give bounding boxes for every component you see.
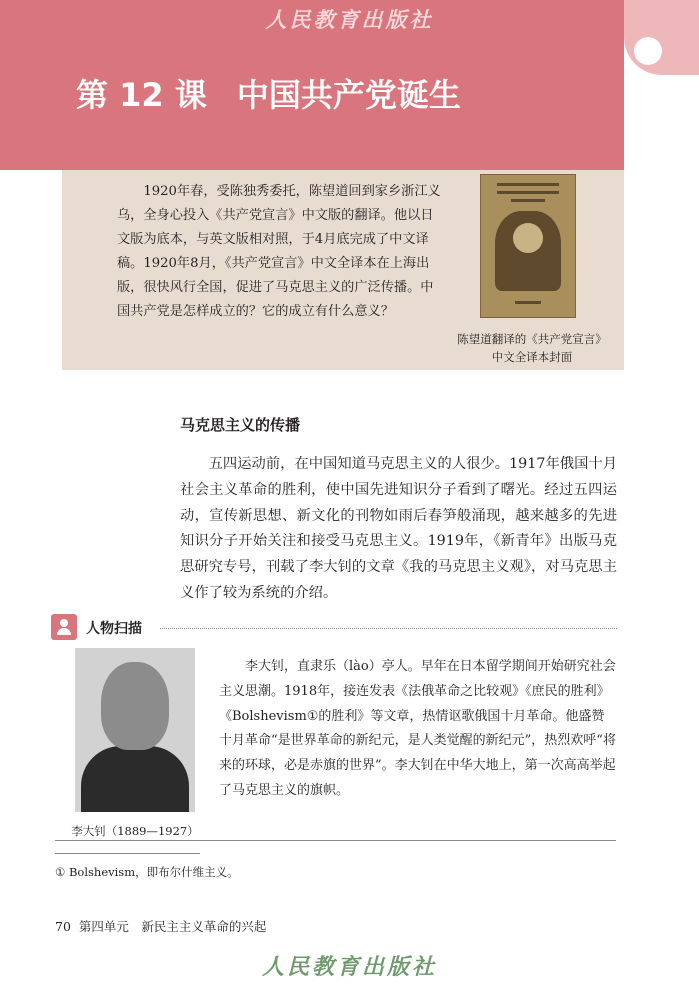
cover-title-line [511,199,545,202]
profile-label: 人物扫描 [86,621,142,637]
section-body: 五四运动前，在中国知道马克思主义的人很少。1917年俄国十月社会主义革命的胜利，使中国先进知识分子看到了曙光。经过五四运动，宣传新思想、新文化的刊物如雨后春笋般涌现，越来越多的先进知识分子开始关注和接受马克思主义。1919年，《新青年》出版马克思研究专号，刊载了李大钊的文章《我的马克思主义观》，对马克思主义作了较为系统的介绍。 [180,456,617,601]
cover-title-line [515,301,541,304]
cover-title-line [497,183,559,186]
publisher-logo-top: 人民教育出版社 [265,7,434,32]
person-icon [51,614,77,640]
lesson-number: 第 12 课 [76,76,207,114]
divider [55,840,616,841]
intro-text: 1920年春，受陈独秀委托，陈望道回到家乡浙江义乌，全身心投入《共产党宣言》中文版的翻译。他以日文版为底本，与英文版相对照，于4月底完成了中文译稿。1920年8月，《共产党宣言》中文全译本在上海出版，很快风行全国，促进了马克思主义的广泛传播。中国共产党是怎样成立的？它的成立有什么意义？ [117,184,441,319]
page-footer [55,917,266,935]
image-caption [448,330,616,366]
profile-text: 李大钊，直隶乐（lào）亭人。早年在日本留学期间开始研究社会主义思潮。1918年，接连发表《法俄革命之比较观》《庶民的胜利》《Bolshevism①的胜利》等文章，热情讴歌俄国十月革命。他盛赞十月革命“是世界革命的新纪元，是人类觉醒的新纪元”，热烈欢呼“将来的环球，必是赤旗的世界”。李大钊在中华大地上，第一次高高举起了马克思主义的旗帜。 [219,659,616,798]
image-caption-line: 陈望道翻译的《共产党宣言》 [457,332,607,346]
publisher-logo-bottom: 人民教育出版社 [261,954,437,980]
page-number: 70 [55,919,71,934]
unit-title: 第四单元 新民主主义革命的兴起 [78,919,267,934]
cover-portrait [495,211,561,291]
lesson-title [76,70,461,116]
section-heading: 马克思主义的传播 [180,416,301,434]
divider [160,628,617,629]
portrait-caption: 李大钊（1889—1927） [71,824,199,838]
portrait-photo [75,648,195,812]
portrait-coat [81,746,189,812]
person-icon-torso [57,628,71,635]
cover-title-line [497,191,559,194]
manifesto-cover-image [480,174,576,318]
lesson-title-text: 中国共产党诞生 [236,76,461,114]
footnote-divider [55,853,200,854]
footnote: ① Bolshevism，即布尔什维主义。 [55,865,239,879]
image-caption-line: 中文全译本封面 [491,350,573,364]
corner-dot [634,37,662,65]
portrait-face [101,662,169,750]
person-icon-head [60,619,68,627]
